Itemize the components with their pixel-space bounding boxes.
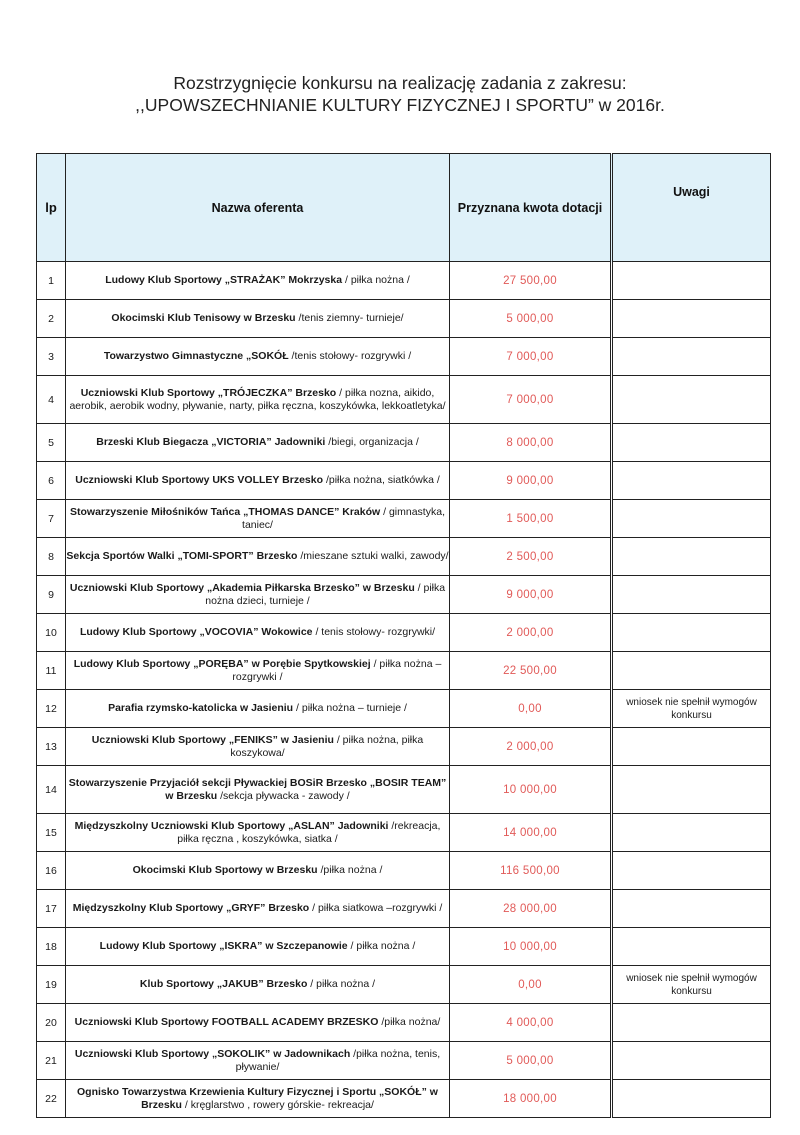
row-lp: 11 bbox=[37, 652, 66, 690]
row-notes bbox=[612, 852, 771, 890]
table-row bbox=[37, 766, 771, 814]
row-applicant bbox=[66, 652, 450, 690]
row-applicant bbox=[66, 1004, 450, 1042]
row-applicant bbox=[66, 814, 450, 852]
applicant-activity: / piłka siatkowa –rozgrywki / bbox=[312, 902, 443, 914]
row-notes bbox=[612, 890, 771, 928]
applicant-name: Międzyszkolny Uczniowski Klub Sportowy „ASLAN” Jadowniki bbox=[74, 819, 389, 832]
row-lp: 15 bbox=[37, 814, 66, 852]
applicant-activity: /tenis ziemny- turnieje/ bbox=[298, 312, 404, 324]
applicant-name: Uczniowski Klub Sportowy „SOKOLIK” w Jadownikach bbox=[74, 1047, 351, 1060]
row-amount: 2 000,00 bbox=[450, 728, 612, 766]
row-lp: 20 bbox=[37, 1004, 66, 1042]
row-lp: 10 bbox=[37, 614, 66, 652]
row-lp: 14 bbox=[37, 766, 66, 814]
row-lp: 16 bbox=[37, 852, 66, 890]
table-row bbox=[37, 966, 771, 1004]
row-amount: 14 000,00 bbox=[450, 814, 612, 852]
table-row bbox=[37, 376, 771, 424]
row-applicant bbox=[66, 852, 450, 890]
applicant-activity: /biegi, organizacja / bbox=[328, 436, 419, 448]
applicant-name: Brzeski Klub Biegacza „VICTORIA” Jadowniki bbox=[96, 436, 326, 448]
row-lp: 22 bbox=[37, 1080, 66, 1118]
applicant-activity: /sekcja pływacka - zawody / bbox=[220, 789, 350, 802]
applicant-name: Stowarzyszenie Przyjaciół sekcji Pływackiej BOSiR Brzesko „BOSIR TEAM” w Brzesku bbox=[68, 776, 447, 802]
row-applicant bbox=[66, 728, 450, 766]
row-notes bbox=[612, 300, 771, 338]
applicant-name: Sekcja Sportów Walki „TOMI-SPORT” Brzesko bbox=[66, 550, 298, 562]
row-amount: 5 000,00 bbox=[450, 300, 612, 338]
applicant-activity: / piłka nożna dzieci, turnieje / bbox=[205, 581, 446, 607]
applicant-activity: / piłka nożna, piłka koszykowa/ bbox=[230, 733, 424, 759]
header-notes: Uwagi bbox=[612, 154, 771, 262]
row-notes bbox=[612, 652, 771, 690]
grants-table bbox=[36, 153, 771, 1118]
table-row bbox=[37, 500, 771, 538]
table-row bbox=[37, 300, 771, 338]
applicant-activity: /piłka nożna, tenis, pływanie/ bbox=[235, 1047, 441, 1073]
row-lp: 2 bbox=[37, 300, 66, 338]
row-applicant bbox=[66, 1080, 450, 1118]
row-amount: 22 500,00 bbox=[450, 652, 612, 690]
row-notes bbox=[612, 424, 771, 462]
row-lp: 3 bbox=[37, 338, 66, 376]
row-applicant bbox=[66, 890, 450, 928]
applicant-name: Parafia rzymsko-katolicka w Jasieniu bbox=[108, 702, 294, 714]
table-row bbox=[37, 890, 771, 928]
row-notes bbox=[612, 928, 771, 966]
row-notes bbox=[612, 614, 771, 652]
row-applicant bbox=[66, 690, 450, 728]
table-row bbox=[37, 814, 771, 852]
applicant-name: Uczniowski Klub Sportowy UKS VOLLEY Brzesko bbox=[75, 474, 324, 486]
applicant-name: Ludowy Klub Sportowy „VOCOVIA” Wokowice bbox=[79, 626, 313, 638]
applicant-activity: / gimnastyka, taniec/ bbox=[242, 505, 445, 531]
row-lp: 5 bbox=[37, 424, 66, 462]
row-notes: wniosek nie spełnił wymogów konkursu bbox=[612, 690, 771, 728]
applicant-activity: / piłka nożna / bbox=[310, 978, 376, 990]
row-amount: 28 000,00 bbox=[450, 890, 612, 928]
table-row bbox=[37, 576, 771, 614]
applicant-activity: / piłka nożna – rozgrywki / bbox=[232, 657, 442, 683]
applicant-activity: / piłka nożna / bbox=[344, 274, 410, 286]
row-notes bbox=[612, 462, 771, 500]
row-amount: 5 000,00 bbox=[450, 1042, 612, 1080]
row-amount: 0,00 bbox=[450, 690, 612, 728]
table-row bbox=[37, 424, 771, 462]
row-applicant bbox=[66, 300, 450, 338]
applicant-activity: /mieszane sztuki walki, zawody/ bbox=[300, 550, 449, 562]
row-lp: 12 bbox=[37, 690, 66, 728]
table-row bbox=[37, 538, 771, 576]
applicant-name: Uczniowski Klub Sportowy „TRÓJECZKA” Brzesko bbox=[80, 386, 337, 399]
row-notes bbox=[612, 1080, 771, 1118]
row-lp: 6 bbox=[37, 462, 66, 500]
row-notes bbox=[612, 1042, 771, 1080]
title-line-1: Rozstrzygnięcie konkursu na realizację zadania z zakresu: bbox=[173, 73, 627, 93]
table-row bbox=[37, 1042, 771, 1080]
applicant-name: Towarzystwo Gimnastyczne „SOKÓŁ bbox=[103, 350, 289, 362]
applicant-name: Uczniowski Klub Sportowy „FENIKS” w Jasieniu bbox=[91, 733, 334, 746]
applicant-name: Ludowy Klub Sportowy „PORĘBA” w Porębie Spytkowskiej bbox=[73, 657, 371, 670]
header-lp: lp bbox=[37, 154, 66, 262]
row-notes: wniosek nie spełnił wymogów konkursu bbox=[612, 966, 771, 1004]
table-row bbox=[37, 262, 771, 300]
applicant-name: Ognisko Towarzystwa Krzewienia Kultury Fizycznej i Sportu „SOKÓŁ” w Brzesku bbox=[77, 1085, 438, 1111]
row-applicant bbox=[66, 462, 450, 500]
row-lp: 8 bbox=[37, 538, 66, 576]
row-lp: 4 bbox=[37, 376, 66, 424]
applicant-name: Ludowy Klub Sportowy „STRAŻAK” Mokrzyska bbox=[105, 274, 343, 286]
row-applicant bbox=[66, 376, 450, 424]
applicant-name: Międzyszkolny Klub Sportowy „GRYF” Brzesko bbox=[72, 902, 310, 914]
row-notes bbox=[612, 766, 771, 814]
row-applicant bbox=[66, 614, 450, 652]
table-row bbox=[37, 728, 771, 766]
row-amount: 9 000,00 bbox=[450, 462, 612, 500]
table-row bbox=[37, 852, 771, 890]
applicant-activity: / piłka nożna / bbox=[350, 940, 416, 952]
applicant-name: Ludowy Klub Sportowy „ISKRA” w Szczepanowie bbox=[99, 940, 348, 952]
applicant-name: Okocimski Klub Tenisowy w Brzesku bbox=[111, 312, 296, 324]
row-applicant bbox=[66, 538, 450, 576]
row-amount: 116 500,00 bbox=[450, 852, 612, 890]
applicant-activity: /tenis stołowy- rozgrywki / bbox=[291, 350, 412, 362]
title-line-2: ,,UPOWSZECHNIANIE KULTURY FIZYCZNEJ I SPORTU” w 2016r. bbox=[135, 95, 665, 115]
table-row bbox=[37, 338, 771, 376]
header-row bbox=[37, 154, 771, 262]
header-name: Nazwa oferenta bbox=[66, 154, 450, 262]
row-applicant bbox=[66, 1042, 450, 1080]
row-amount: 9 000,00 bbox=[450, 576, 612, 614]
applicant-activity: /rekreacja, piłka ręczna , koszykówka, siatka / bbox=[177, 819, 441, 845]
row-notes bbox=[612, 538, 771, 576]
row-applicant bbox=[66, 500, 450, 538]
row-amount: 2 000,00 bbox=[450, 614, 612, 652]
applicant-name: Stowarzyszenie Miłośników Tańca „THOMAS DANCE” Kraków bbox=[70, 505, 381, 518]
applicant-activity: /piłka nożna / bbox=[320, 864, 383, 876]
applicant-activity: /piłka nożna, siatkówka / bbox=[325, 474, 440, 486]
row-amount: 1 500,00 bbox=[450, 500, 612, 538]
table-row bbox=[37, 462, 771, 500]
row-amount: 0,00 bbox=[450, 966, 612, 1004]
row-amount: 10 000,00 bbox=[450, 928, 612, 966]
applicant-name: Klub Sportowy „JAKUB” Brzesko bbox=[139, 978, 308, 990]
row-lp: 19 bbox=[37, 966, 66, 1004]
row-amount: 27 500,00 bbox=[450, 262, 612, 300]
table-row bbox=[37, 1004, 771, 1042]
table-row bbox=[37, 1080, 771, 1118]
row-applicant bbox=[66, 766, 450, 814]
document-title bbox=[0, 72, 800, 116]
row-notes bbox=[612, 728, 771, 766]
applicant-activity: / piłka nozna, aikido, aerobik, aerobik wodny, pływanie, narty, piłka ręczna, koszykówka, lekkoatletyka/ bbox=[69, 386, 446, 412]
row-applicant bbox=[66, 966, 450, 1004]
applicant-name: Uczniowski Klub Sportowy „Akademia Piłkarska Brzesko” w Brzesku bbox=[69, 581, 415, 594]
row-notes bbox=[612, 814, 771, 852]
row-notes bbox=[612, 262, 771, 300]
row-applicant bbox=[66, 338, 450, 376]
table-body bbox=[37, 262, 771, 1118]
row-amount: 4 000,00 bbox=[450, 1004, 612, 1042]
row-amount: 8 000,00 bbox=[450, 424, 612, 462]
table-row bbox=[37, 652, 771, 690]
row-lp: 1 bbox=[37, 262, 66, 300]
row-lp: 13 bbox=[37, 728, 66, 766]
row-notes bbox=[612, 338, 771, 376]
row-applicant bbox=[66, 576, 450, 614]
row-applicant bbox=[66, 424, 450, 462]
applicant-name: Uczniowski Klub Sportowy FOOTBALL ACADEMY BRZESKO bbox=[74, 1016, 379, 1028]
table-row bbox=[37, 614, 771, 652]
row-amount: 2 500,00 bbox=[450, 538, 612, 576]
applicant-activity: / tenis stołowy- rozgrywki/ bbox=[315, 626, 436, 638]
applicant-activity: / kręglarstwo , rowery górskie- rekreacja/ bbox=[184, 1098, 374, 1111]
row-amount: 18 000,00 bbox=[450, 1080, 612, 1118]
row-notes bbox=[612, 376, 771, 424]
row-applicant bbox=[66, 262, 450, 300]
row-amount: 7 000,00 bbox=[450, 376, 612, 424]
row-notes bbox=[612, 1004, 771, 1042]
row-applicant bbox=[66, 928, 450, 966]
row-lp: 21 bbox=[37, 1042, 66, 1080]
row-lp: 9 bbox=[37, 576, 66, 614]
row-notes bbox=[612, 500, 771, 538]
table-row bbox=[37, 690, 771, 728]
applicant-name: Okocimski Klub Sportowy w Brzesku bbox=[132, 864, 318, 876]
row-lp: 17 bbox=[37, 890, 66, 928]
row-lp: 18 bbox=[37, 928, 66, 966]
row-amount: 7 000,00 bbox=[450, 338, 612, 376]
applicant-activity: / piłka nożna – turnieje / bbox=[296, 702, 407, 714]
row-lp: 7 bbox=[37, 500, 66, 538]
table-row bbox=[37, 928, 771, 966]
header-amount: Przyznana kwota dotacji bbox=[450, 154, 612, 262]
row-notes bbox=[612, 576, 771, 614]
row-amount: 10 000,00 bbox=[450, 766, 612, 814]
applicant-activity: /piłka nożna/ bbox=[381, 1016, 441, 1028]
